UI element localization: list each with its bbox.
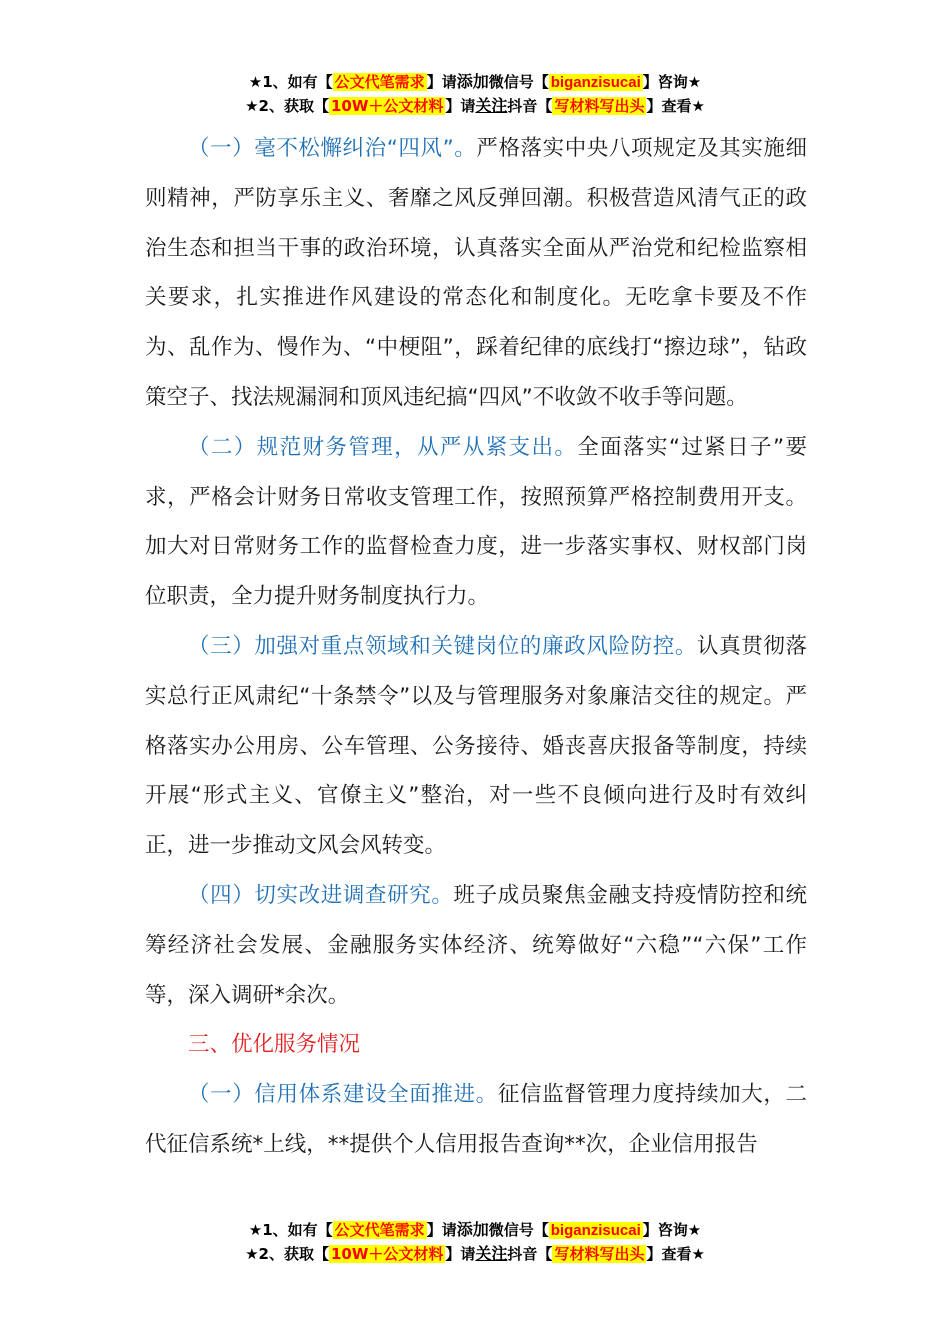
banner-text: ★2、获取【 [245, 1245, 329, 1263]
subheading: （一）毫不松懈纠治“四风”。 [188, 136, 477, 161]
banner-text: ★2、获取【 [245, 97, 329, 115]
paragraph [145, 423, 807, 622]
banner-highlight: 公文代笔需求 [334, 73, 425, 91]
paragraph-text: 认真贯彻落实总行正风肃纪“十条禁令”以及与管理服务对象廉洁交往的规定。严格落实办公用房、公车管理、公务接待、婚丧喜庆报备等制度，持续开展“形式主义、官僚主义”整治，对一些不良倾向进行及时有效纠正，进一步推动文风会风转变。 [145, 633, 807, 859]
banner-line-2 [0, 94, 950, 118]
banner-text: 微信号【 [488, 1221, 549, 1239]
banner-text: 】请 [445, 97, 476, 115]
subheading: （四）切实改进调查研究。 [188, 882, 454, 908]
section-title: 三、优化服务情况 [188, 1032, 361, 1058]
wechat-id: biganzisucai [550, 1222, 641, 1239]
paragraph-text: 严格落实中央八项规定及其实施细则精神，严防享乐主义、奢靡之风反弹回潮。积极营造风清气正的政治生态和担当干事的政治环境，认真落实全面从严治党和纪检监察相关要求，扎实推进作风建设的常态化和制度化。无吃拿卡要及不作为、乱作为、慢作为、“中梗阻”，踩着纪律的底线打“擦边球”，钻政策空子、找法规漏洞和顶风违纪搞“四风”不收敛不收手等问题。 [145, 136, 807, 410]
banner-text: 关注 [475, 1244, 508, 1263]
banner-text: ★1、如有【 [248, 1221, 333, 1239]
paragraph [145, 124, 807, 423]
banner-text: 添加 [456, 72, 489, 91]
paragraph [145, 871, 807, 1020]
banner-text: 】查看★ [646, 1245, 705, 1263]
subheading: （二）规范财务管理，从严从紧支出。 [188, 434, 578, 460]
banner-highlight: 写材料写出头 [554, 97, 645, 115]
banner-text: 关注 [475, 96, 508, 115]
banner-text: 抖音【 [507, 97, 553, 115]
paragraph-text: 全面落实“过紧日子”要求，严格会计财务日常收支管理工作，按照预算严格控制费用开支。加大对日常财务工作的监督检查力度，进一步落实事权、财权部门岗位职责，全力提升财务制度执行力。 [145, 434, 807, 610]
banner-line-1 [0, 70, 950, 94]
wechat-id: biganzisucai [550, 74, 641, 91]
banner-text: 抖音【 [507, 1245, 553, 1263]
banner-text: 】咨询★ [642, 1221, 702, 1239]
paragraph [145, 622, 807, 871]
banner-text: 】请 [426, 73, 457, 91]
banner-text: ★1、如有【 [248, 73, 333, 91]
header-banner [0, 70, 950, 118]
banner-highlight: 10W＋公文材料 [330, 1245, 444, 1263]
banner-text: 】请 [426, 1221, 457, 1239]
banner-text: 】请 [445, 1245, 476, 1263]
banner-highlight: 公文代笔需求 [334, 1221, 425, 1239]
subheading: （三）加强对重点领域和关键岗位的廉政风险防控。 [188, 633, 697, 659]
paragraph [145, 1070, 807, 1170]
banner-text: 】咨询★ [642, 73, 702, 91]
banner-line-2 [0, 1242, 950, 1266]
paragraph-text: 征信监督管理力度持续加大，二代征信系统*上线，**提供个人信用报告查询**次，企业信用报告 [145, 1082, 807, 1157]
banner-text: 】查看★ [646, 97, 705, 115]
banner-highlight: 写材料写出头 [554, 1245, 645, 1263]
footer-banner [0, 1218, 950, 1266]
subheading: （一）信用体系建设全面推进。 [188, 1082, 498, 1108]
banner-text: 微信号【 [488, 73, 549, 91]
banner-line-1 [0, 1218, 950, 1242]
document-body [145, 124, 807, 1170]
paragraph-text: 班子成员聚焦金融支持疫情防控和统筹经济社会发展、金融服务实体经济、统筹做好“六稳”“六保”工作等，深入调研*余次。 [145, 882, 807, 1008]
banner-text: 添加 [456, 1220, 489, 1239]
banner-highlight: 10W＋公文材料 [330, 97, 444, 115]
